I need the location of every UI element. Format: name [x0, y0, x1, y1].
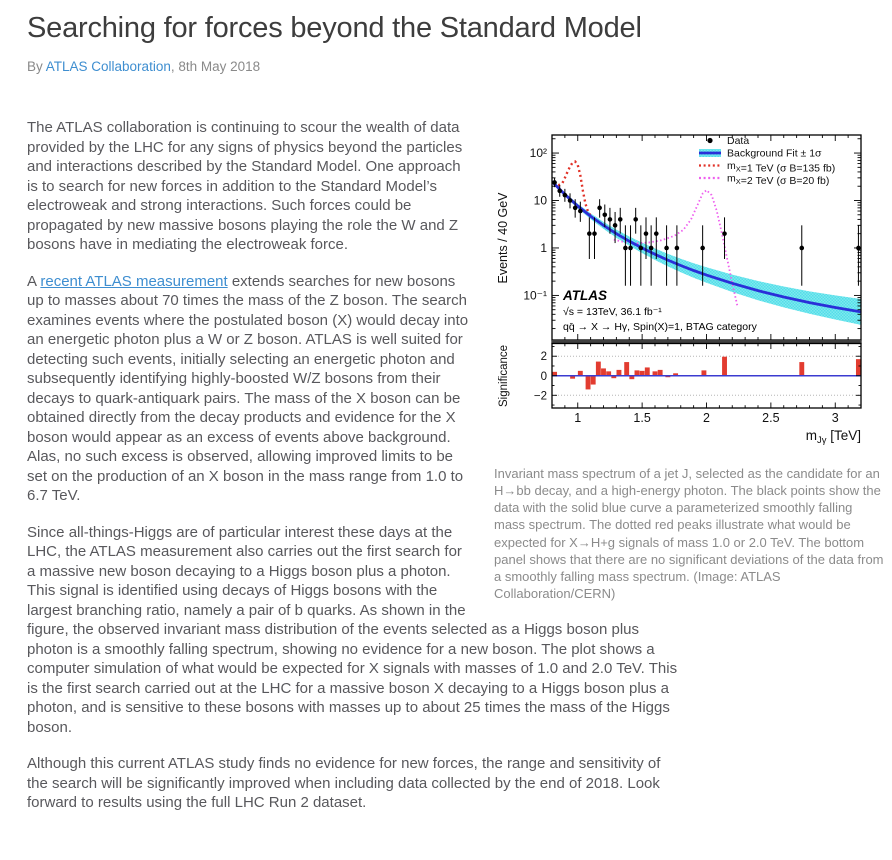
- byline-date: , 8th May 2018: [170, 59, 261, 74]
- x-axis-tick-labels: [574, 411, 839, 425]
- x-axis-title: $m_{J\gamma}$ [TeV]: [805, 428, 861, 446]
- byline-prefix: By: [27, 59, 46, 74]
- y-axis-title: Events / 40 GeV: [496, 192, 510, 284]
- svg-text:−2: −2: [533, 390, 547, 403]
- svg-text:3: 3: [831, 411, 839, 425]
- svg-text:Data: Data: [727, 135, 750, 147]
- lumi-label: √s = 13TeV, 36.1 fb⁻¹: [563, 306, 662, 318]
- mass-spectrum-figure: [494, 118, 892, 453]
- plot-legend: [699, 135, 835, 187]
- article-paragraph-1: The ATLAS collaboration is continuing to scour the wealth of data provided by the LHC for any signs of physics beyond the particles and interactions described by the Standard Model. One approach is to search for new forces in addition to the Standard Model’s electroweak and strong interactions. Such forces could be propagated by new massive bosons playing the role the W and Z bosons have in mediating the electroweak force.: [27, 119, 463, 253]
- svg-text:1: 1: [540, 240, 547, 255]
- article-paragraph-3: Since all-things-Higgs are of particular interest these days at the LHC, the ATLAS measurement also carries out the first search for a massive new boson decaying to a Higgs boson plus a photon. This signal is identified using decays of Higgs bosons with the largest branching ratio, namely a pair of b quarks. As shown in the figure, the observed invariant mass distribution of the events selected as a Higgs boson plus photon is a smoothly falling spectrum, showing no evidence for a new boson. The plot shows a computer simulation of what would be expected for X signals with masses of 1.0 and 2.0 TeV. This is the first search carried out at the LHC for a massive boson X decaying to a Higgs boson plus a photon, and is sensitive to these bosons with masses up to about 25 times the mass of the Higgs boson.: [27, 523, 678, 736]
- author-link[interactable]: ATLAS Collaboration: [45, 59, 171, 74]
- svg-text:10²: 10²: [529, 146, 547, 161]
- svg-text:10⁻¹: 10⁻¹: [523, 288, 547, 303]
- article-body: [27, 118, 892, 813]
- page-title: Searching for forces beyond the Standard Model: [27, 12, 642, 44]
- svg-text:10: 10: [533, 193, 547, 208]
- article-paragraph-4: Although this current ATLAS study finds no evidence for new forces, the range and sensitivity of the search will be significantly improved when including data collected by the end of 2018. Look forward to results using the full LHC Run 2 dataset.: [27, 755, 661, 811]
- byline: [27, 59, 892, 74]
- svg-text:Background Fit ± 1σ: Background Fit ± 1σ: [727, 147, 822, 160]
- figure-block: [494, 118, 892, 602]
- svg-text:2: 2: [703, 411, 710, 425]
- figure-caption: Invariant mass spectrum of a jet J, selected as the candidate for an H→bb decay, and a high-energy photon. The black points show the data with the solid blue curve a parameterized smoothly falling mass spectrum. The dotted red peaks illustrate what would be expected for X→H+g signals of mass 1.0 or 2.0 TeV. The bottom panel shows that there are no significant deviations of the data from a smoothly falling mass spectrum. (Image: ATLAS Collaboration/CERN): [494, 466, 884, 602]
- measurement-link[interactable]: recent ATLAS measurement: [40, 272, 228, 290]
- svg-text:0: 0: [540, 370, 547, 383]
- svg-text:2: 2: [540, 351, 547, 364]
- significance-axis-title: Significance: [498, 344, 510, 408]
- svg-text:1.5: 1.5: [633, 411, 651, 425]
- paragraph-2-pre: A: [27, 272, 41, 290]
- atlas-label: ATLAS: [563, 288, 607, 303]
- paragraph-2-post: extends searches for new bosons up to masses about 70 times the mass of the Z boson. The search examines events where the postulated boson (X) would decay into an energetic photon plus a W or Z boson. ATLAS is well suited for detecting such events, initially selecting an energetic photon and subsequently identifying highly-boosted W/Z bosons from their decays to quark-antiquark pairs. The mass of the X boson can be obtained directly from the decay products and evidence for the X boson would appear as an excess of events above background. Alas, no such excess is observed, allowing improved limits to be set on the production of an X boson in the mass range from 1.0 to 6.7 TeV.: [27, 272, 469, 504]
- svg-text:mX=1 TeV (σ B=135 fb): $m_X=1$ TeV (σ B=135 fb): [727, 160, 836, 175]
- svg-text:2.5: 2.5: [762, 411, 780, 425]
- significance-panel: [498, 344, 861, 409]
- svg-text:mX=2 TeV (σ B=20 fb): $m_X=2$ TeV (σ B=20 fb): [727, 172, 830, 187]
- svg-text:1: 1: [574, 411, 582, 425]
- process-label: qq̄ → X → Hγ, Spin(X)=1, BTAG category: [563, 321, 757, 333]
- y-axis-tick-labels: [523, 146, 547, 302]
